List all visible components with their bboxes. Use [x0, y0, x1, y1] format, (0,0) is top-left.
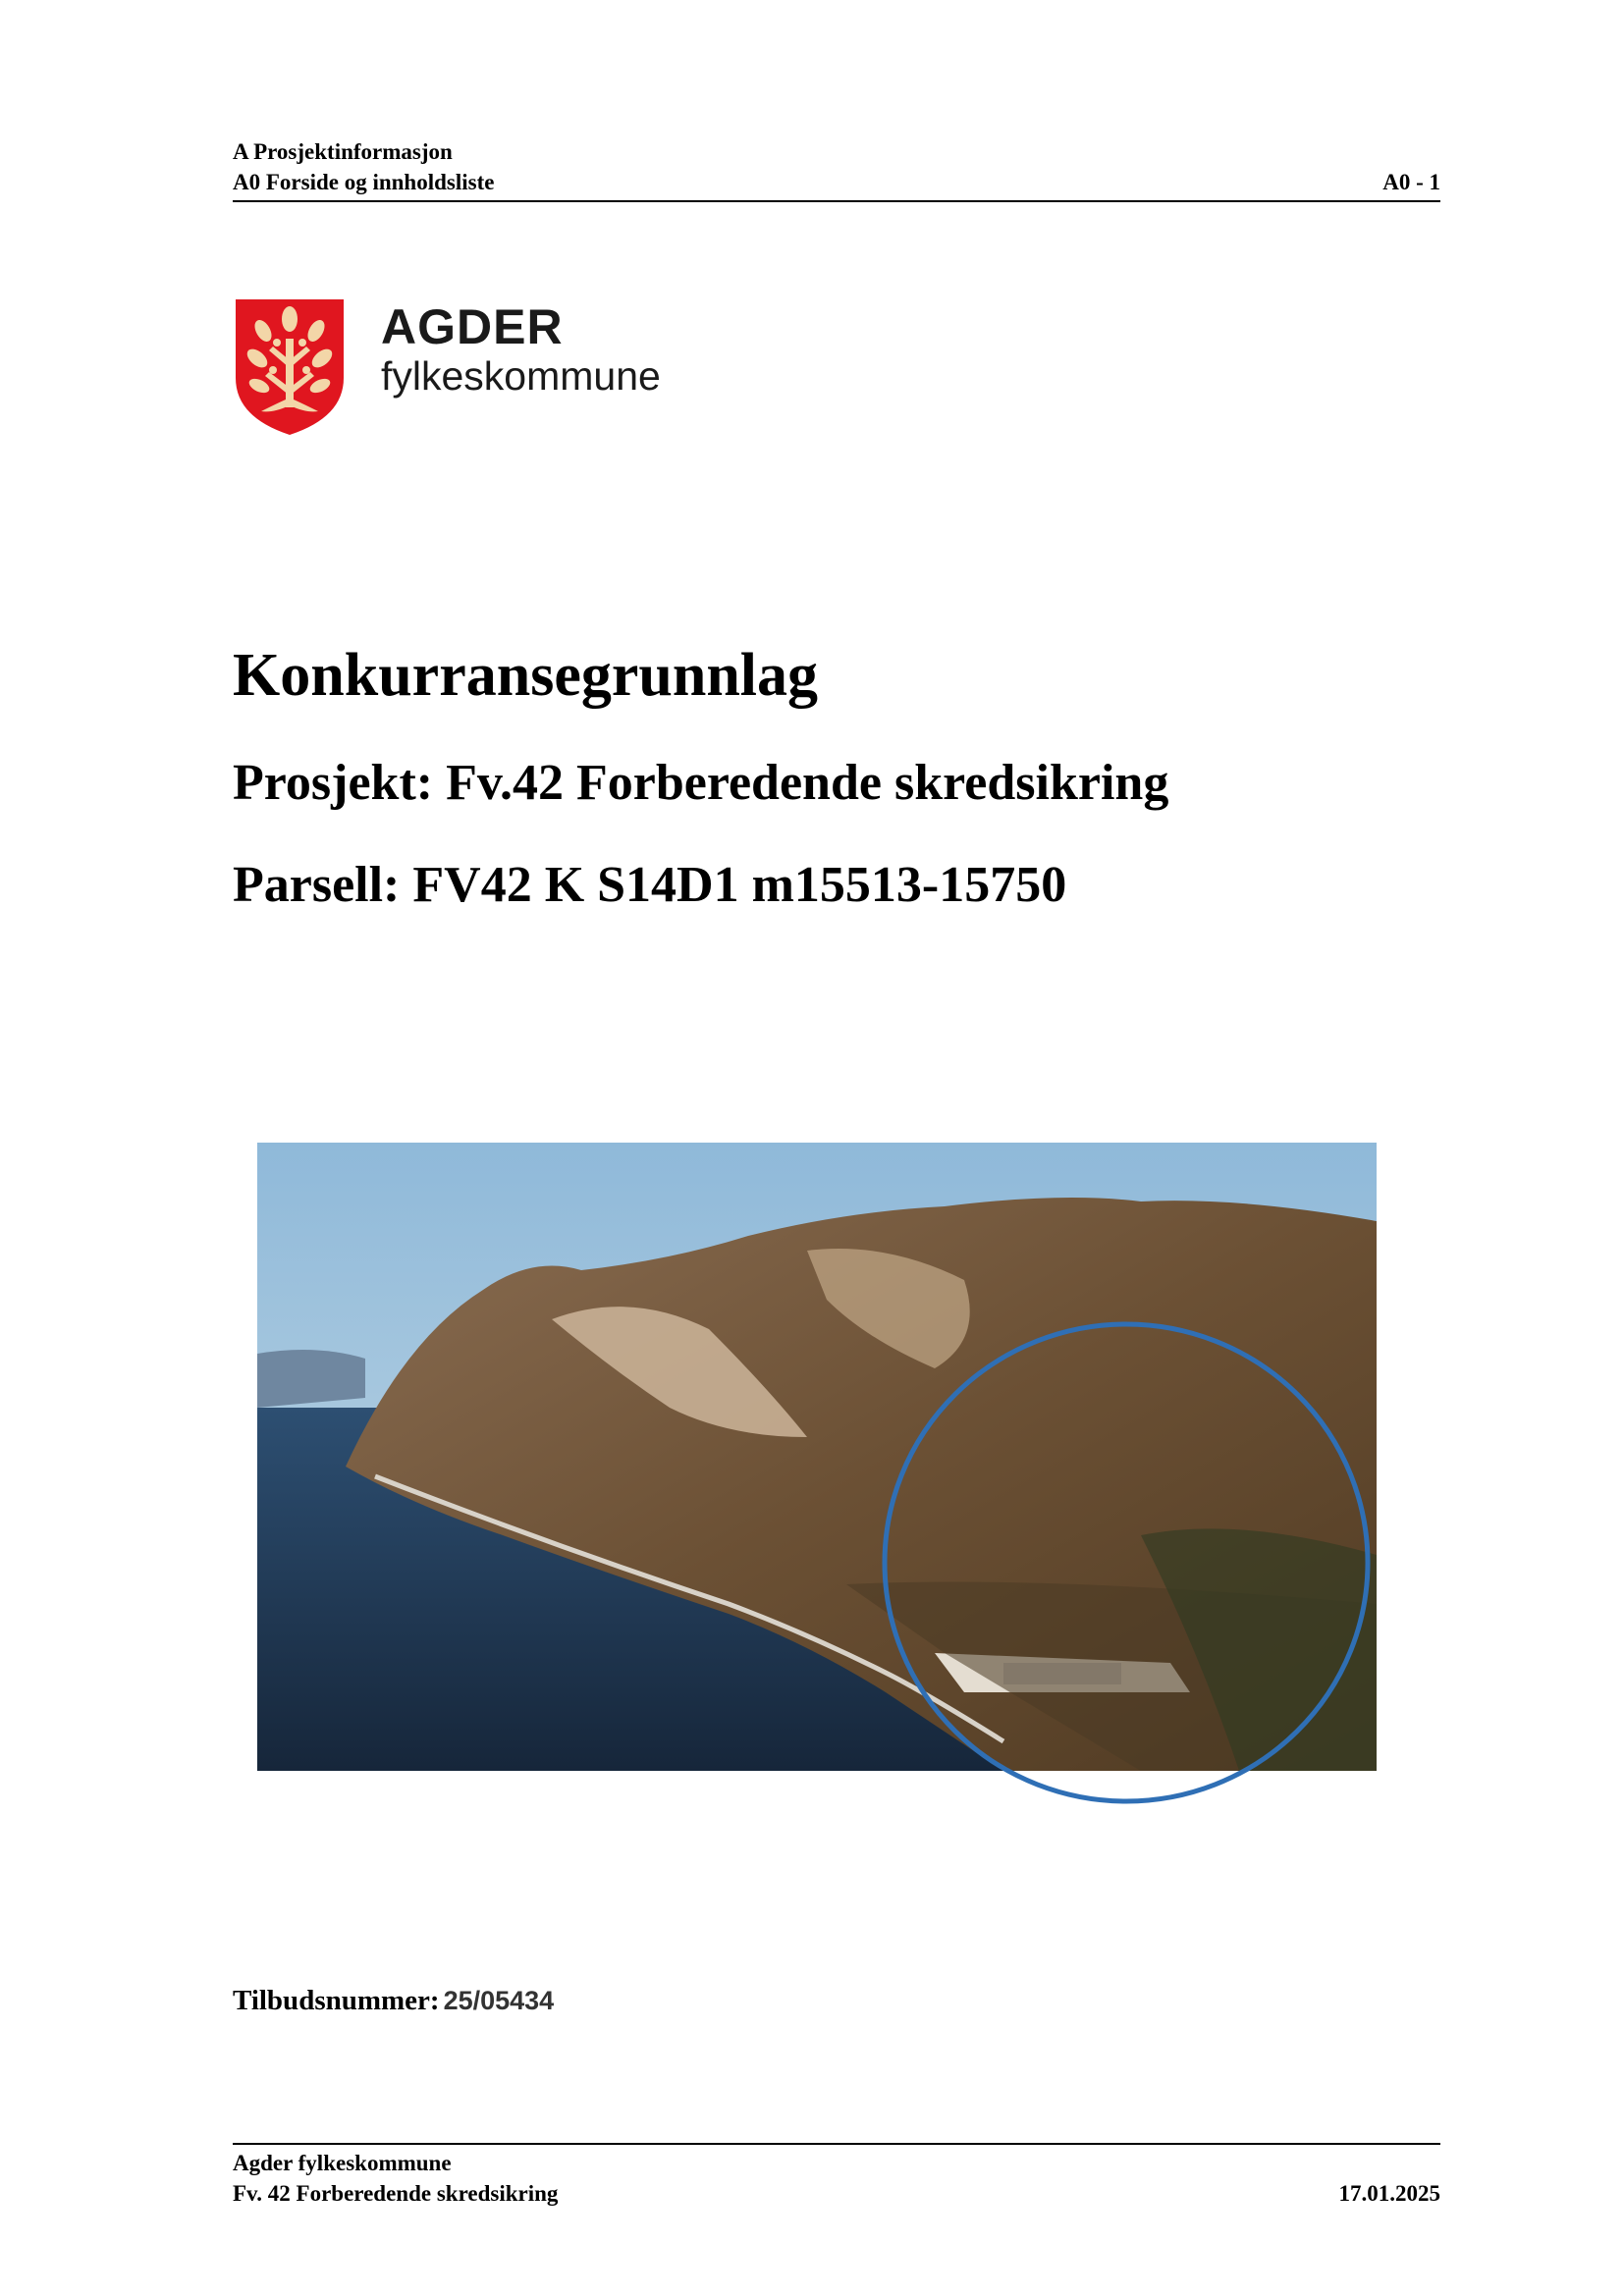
header-section-title: A Prosjektinformasjon	[233, 139, 453, 164]
footer-date: 17.01.2025	[1338, 2181, 1440, 2206]
tender-number	[233, 1985, 554, 2017]
footer-org: Agder fylkeskommune	[233, 2151, 452, 2175]
project-title: Prosjekt: Fv.42 Forberedende skredsikring	[233, 755, 1169, 811]
tender-label: Tilbudsnummer:	[233, 1985, 440, 2016]
logo-name-secondary: fylkeskommune	[381, 353, 661, 399]
header-rule	[233, 200, 1440, 202]
document-title: Konkurransegrunnlag	[233, 642, 819, 709]
parcel-title: Parsell: FV42 K S14D1 m15513-15750	[233, 857, 1067, 913]
tender-value: 25/05434	[443, 1986, 555, 2015]
header-page-ref: A0 - 1	[1382, 170, 1440, 194]
header-chapter-title: A0 Forside og innholdsliste	[233, 170, 495, 194]
footer-project: Fv. 42 Forberedende skredsikring	[233, 2181, 559, 2206]
cover-photo	[257, 1143, 1377, 1810]
logo-name-primary: AGDER	[381, 299, 564, 354]
footer-rule	[233, 2143, 1440, 2145]
coat-of-arms-icon	[234, 297, 346, 437]
